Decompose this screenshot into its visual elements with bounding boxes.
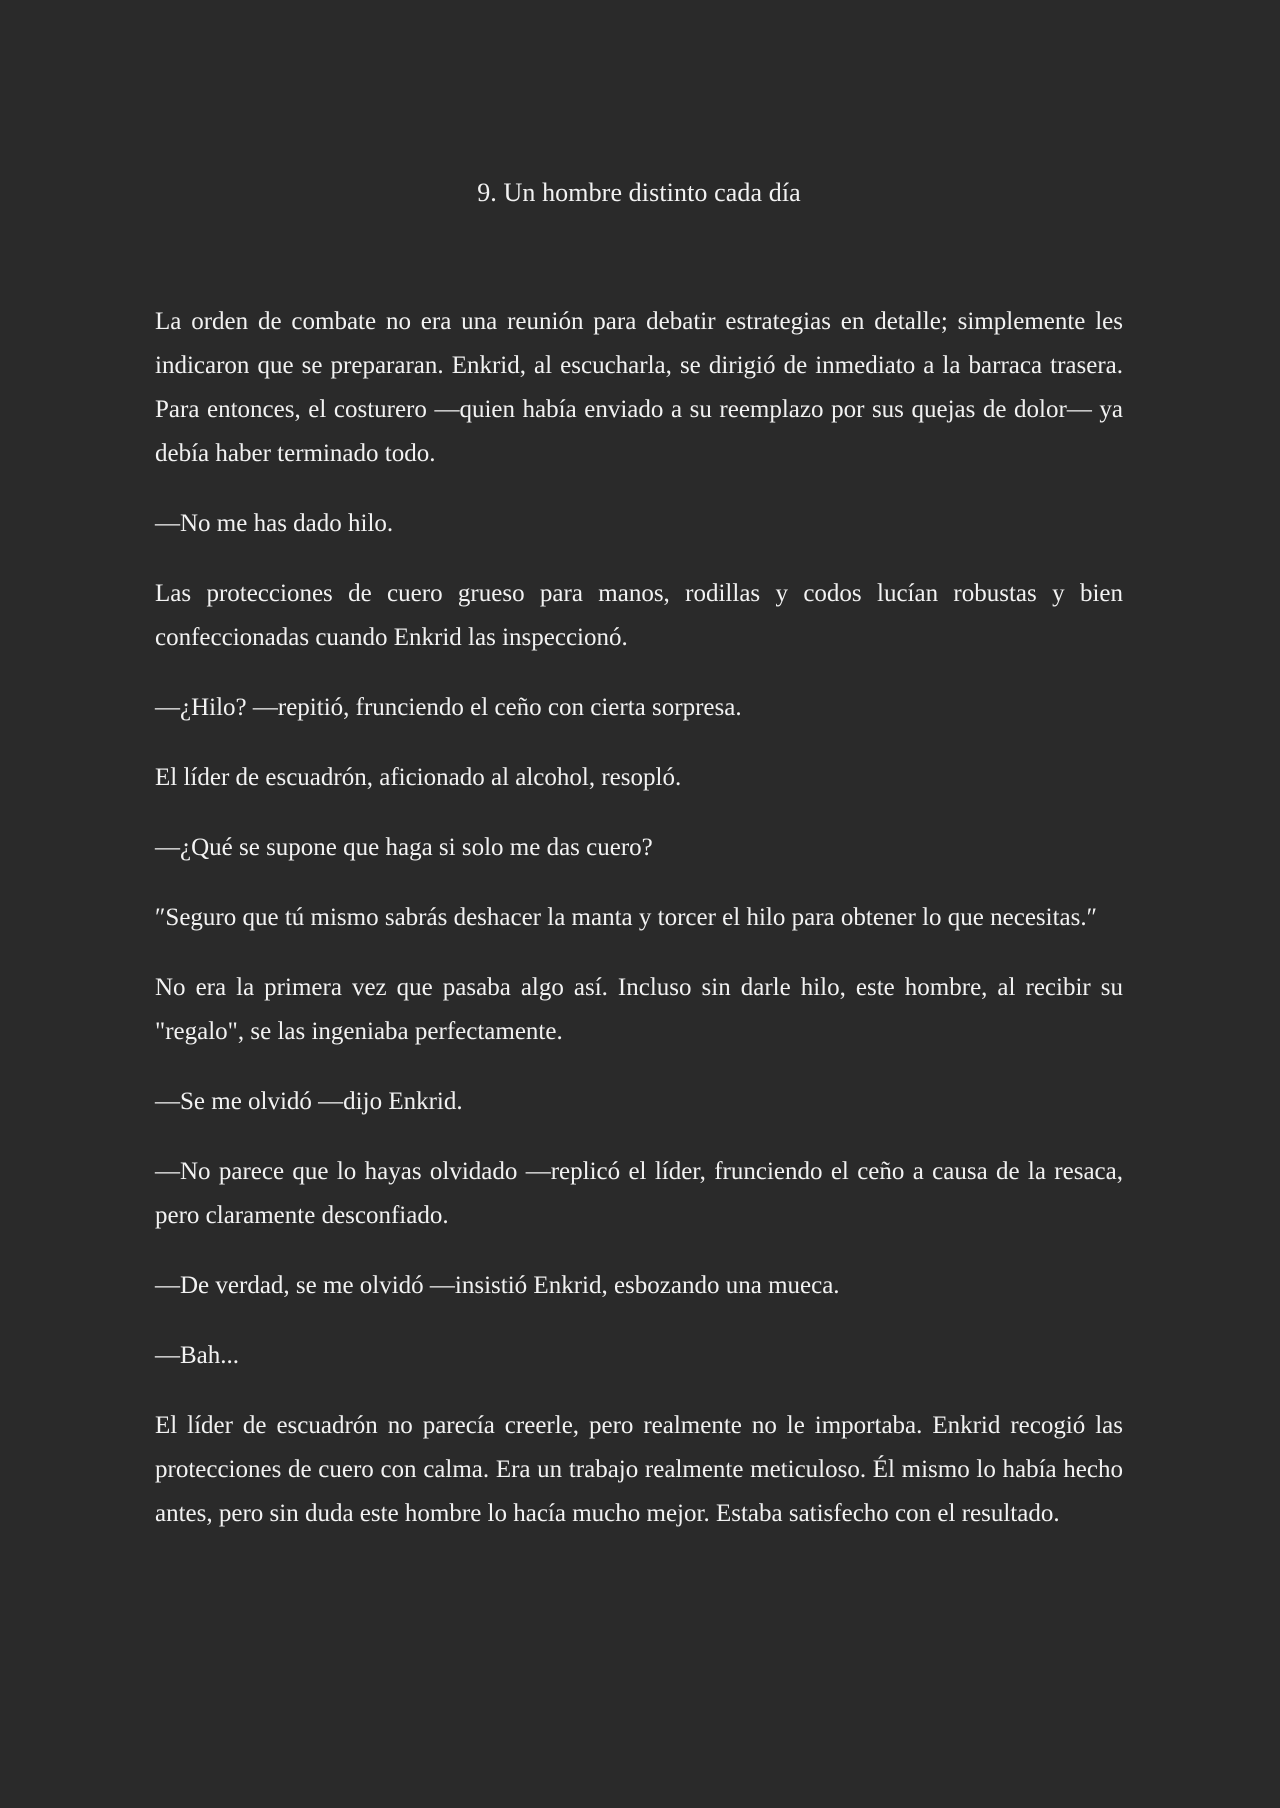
paragraph: —De verdad, se me olvidó —insistió Enkrid, esbozando una mueca. (155, 1272, 840, 1299)
paragraph: —No me has dado hilo. (155, 510, 394, 537)
chapter-title: 9. Un hombre distinto cada día (477, 178, 801, 207)
paragraph: —No parece que lo hayas olvidado —replicó el líder, frunciendo el ceño a causa de la resaca, pero claramente desconfiado. (155, 1158, 1123, 1229)
paragraph: El líder de escuadrón no parecía creerle, pero realmente no le importaba. Enkrid recogió las protecciones de cuero con calma. Era un trabajo realmente meticuloso. Él mismo lo había hecho antes, pero sin duda este hombre lo hacía mucho mejor. Estaba satisfecho con el resultado. (155, 1412, 1123, 1527)
paragraph: El líder de escuadrón, aficionado al alcohol, resopló. (155, 764, 682, 791)
paragraph: —Bah... (155, 1342, 240, 1369)
chapter-content (155, 300, 1123, 1536)
paragraph: —¿Qué se supone que haga si solo me das cuero? (155, 834, 653, 861)
paragraph: No era la primera vez que pasaba algo así. Incluso sin darle hilo, este hombre, al recibir su "regalo", se las ingeniaba perfectamente. (155, 974, 1123, 1045)
paragraph: La orden de combate no era una reunión para debatir estrategias en detalle; simplemente les indicaron que se prepararan. Enkrid, al escucharla, se dirigió de inmediato a la barraca trasera. Para entonces, el costurero —quien había enviado a su reemplazo por sus quejas de dolor— ya debía haber terminado todo. (155, 308, 1123, 467)
paragraph: —Se me olvidó —dijo Enkrid. (155, 1088, 463, 1115)
reader-page (155, 0, 1123, 1562)
paragraph: Las protecciones de cuero grueso para manos, rodillas y codos lucían robustas y bien confeccionadas cuando Enkrid las inspeccionó. (155, 580, 1123, 651)
paragraph: ″Seguro que tú mismo sabrás deshacer la manta y torcer el hilo para obtener lo que necesitas.″ (155, 904, 1098, 931)
paragraph: —¿Hilo? —repitió, frunciendo el ceño con cierta sorpresa. (155, 694, 742, 721)
